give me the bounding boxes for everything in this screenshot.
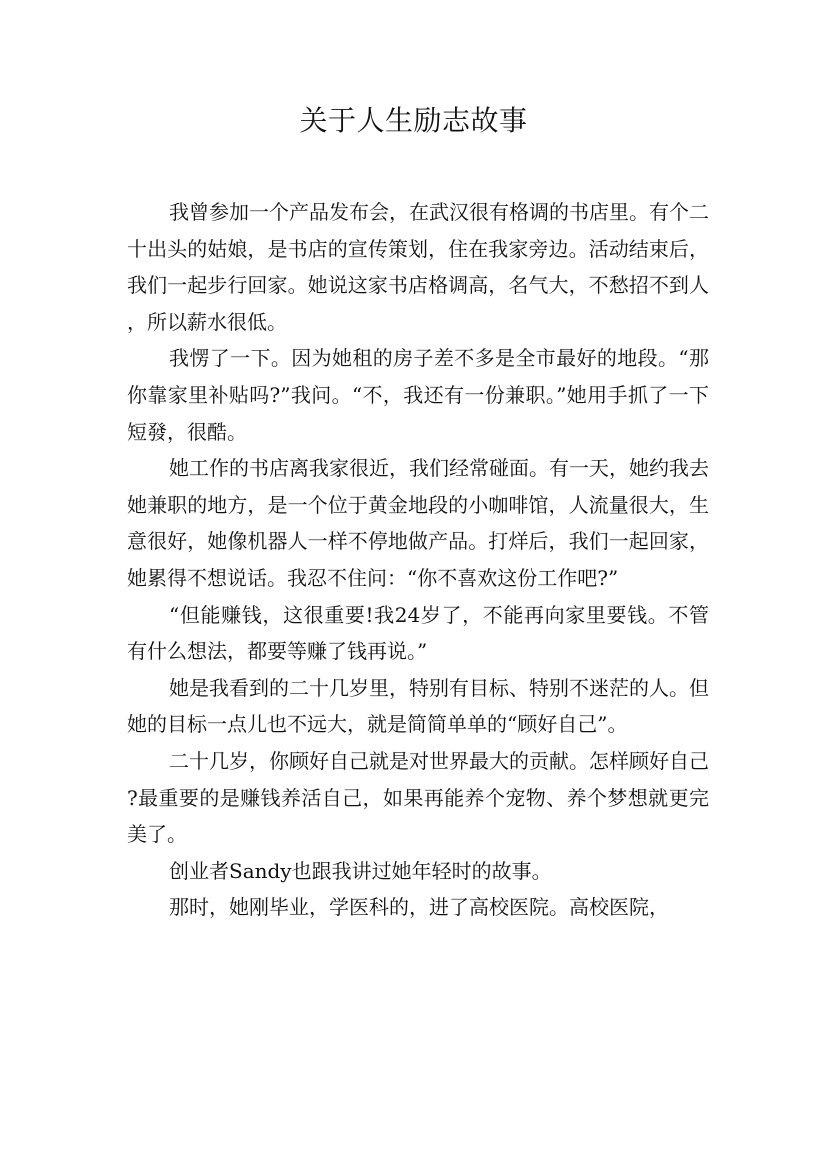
paragraph-5: 她是我看到的二十几岁里，特别有目标、特别不迷茫的人。但她的目标一点儿也不远大，就是简简单单的“顾好自己”。 — [127, 675, 709, 737]
document-body — [127, 194, 709, 926]
paragraph-4: “但能赚钱，这很重要!我24岁了，不能再向家里要钱。不管有什么想法，都要等赚了钱再说。” — [127, 602, 709, 664]
paragraph-6: 二十几岁，你顾好自己就是对世界最大的贡献。怎样顾好自己?最重要的是赚钱养活自己，如果再能养个宠物、养个梦想就更完美了。 — [127, 748, 709, 847]
paragraph-1: 我曾参加一个产品发布会，在武汉很有格调的书店里。有个二十出头的姑娘，是书店的宣传策划，住在我家旁边。活动结束后，我们一起步行回家。她说这家书店格调高，名气大，不愁招不到人，所以薪水很低。 — [127, 200, 709, 334]
paragraph-2: 我愣了一下。因为她租的房子差不多是全市最好的地段。“那你靠家里补贴吗?”我问。“不，我还有一份兼职。”她用手抓了一下短發，很酷。 — [127, 346, 709, 444]
paragraph-8: 那时，她刚毕业，学医科的，进了高校医院。高校医院， — [169, 895, 669, 920]
document-title: 关于人生励志故事 — [299, 104, 528, 137]
paragraph-7: 创业者Sandy也跟我讲过她年轻时的故事。 — [169, 858, 552, 883]
paragraph-3: 她工作的书店离我家很近，我们经常碰面。有一天，她约我去她兼职的地方，是一个位于黄金地段的小咖啡馆，人流量很大，生意很好，她像机器人一样不停地做产品。打烊后，我们一起回家，她累得不想说话。我忍不住问：“你不喜欢这份工作吧?” — [127, 456, 709, 590]
